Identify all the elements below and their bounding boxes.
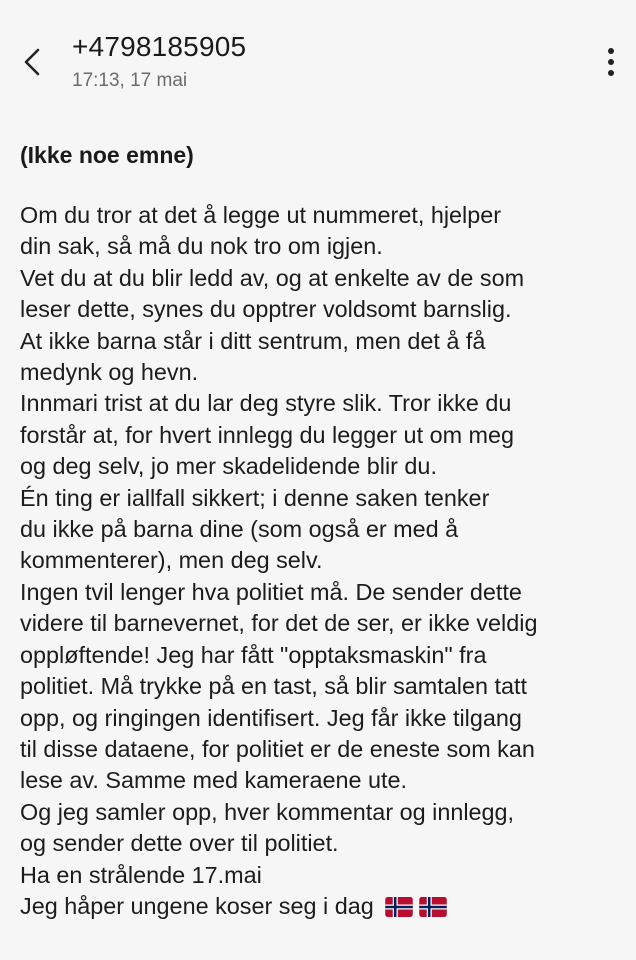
message-line-text: medynk og hevn. bbox=[20, 359, 199, 386]
message-line bbox=[20, 294, 624, 325]
message-line bbox=[20, 263, 624, 294]
message-line-text: forstår at, for hvert innlegg du legger ut om meg bbox=[20, 421, 515, 448]
message-line bbox=[20, 860, 624, 891]
message-line-text: videre til barnevernet, for det de ser, er ikke veldig bbox=[20, 610, 538, 637]
message-line bbox=[20, 200, 624, 231]
message-line-text: Én ting er iallfall sikkert; i denne saken tenker bbox=[20, 484, 490, 511]
more-vertical-icon bbox=[608, 48, 614, 54]
message-line bbox=[20, 577, 624, 608]
message-line-text: Ha en strålende 17.mai bbox=[20, 861, 262, 888]
message-line-text: du ikke på barna dine (som også er med å bbox=[20, 516, 459, 543]
more-dot bbox=[608, 70, 614, 76]
more-dot bbox=[608, 59, 614, 65]
message-line bbox=[20, 545, 624, 576]
message-line-text: til disse dataene, for politiet er de eneste som kan bbox=[20, 735, 535, 762]
message-line-text: Og jeg samler opp, hver kommentar og innlegg, bbox=[20, 798, 515, 825]
message-line-text: lese av. Samme med kameraene ute. bbox=[20, 767, 407, 794]
message-line bbox=[20, 891, 624, 922]
message-line bbox=[20, 734, 624, 765]
message-line-text: At ikke barna står i ditt sentrum, men det å få bbox=[20, 327, 486, 354]
flag-emoji-group bbox=[374, 893, 449, 919]
message-line bbox=[20, 357, 624, 388]
message-line bbox=[20, 483, 624, 514]
message-line-text: Om du tror at det å legge ut nummeret, hjelper bbox=[20, 202, 502, 228]
message-line bbox=[20, 420, 624, 451]
message-line bbox=[20, 703, 624, 734]
message-line-text: Innmari trist at du lar deg styre slik. Tror ikke du bbox=[20, 390, 512, 417]
message-line bbox=[20, 451, 624, 482]
message-line-text: og deg selv, jo mer skadelidende blir du. bbox=[20, 453, 437, 480]
message-line bbox=[20, 640, 624, 671]
message-line bbox=[20, 326, 624, 357]
chevron-left-icon bbox=[21, 47, 43, 77]
message-line-text: og sender dette over til politiet. bbox=[20, 830, 339, 857]
more-options-button[interactable] bbox=[596, 42, 626, 82]
message-line-text: Jeg håper ungene koser seg i dag bbox=[20, 892, 374, 919]
message-line-text: oppløftende! Jeg har fått "opptaksmaskin" fra bbox=[20, 641, 487, 668]
message-line-text: Ingen tvil lenger hva politiet må. De sender dette bbox=[20, 578, 522, 605]
message-line bbox=[20, 514, 624, 545]
message-line-text: opp, og ringingen identifisert. Jeg får ikke tilgang bbox=[20, 704, 522, 731]
message-line bbox=[20, 828, 624, 859]
sender-number: +4798185905 bbox=[72, 31, 247, 62]
norway-flag-icon bbox=[384, 897, 414, 917]
message-timestamp: 17:13, 17 mai bbox=[72, 70, 188, 91]
conversation-title bbox=[72, 30, 246, 94]
back-button[interactable] bbox=[14, 44, 50, 80]
message-line bbox=[20, 765, 624, 796]
app-bar bbox=[0, 0, 636, 110]
message-line-text: din sak, så må du nok tro om igjen. bbox=[20, 233, 383, 260]
message-line-text: Vet du at du blir ledd av, og at enkelte av de som bbox=[20, 264, 525, 291]
message-line-text: kommenterer), men deg selv. bbox=[20, 547, 323, 574]
message-line bbox=[20, 797, 624, 828]
message-line bbox=[20, 388, 624, 419]
message-line bbox=[20, 671, 624, 702]
message-line-text: leser dette, synes du opptrer voldsomt barnslig. bbox=[20, 296, 512, 323]
message-line bbox=[20, 231, 624, 262]
message-line-text: politiet. Må trykke på en tast, så blir samtalen tatt bbox=[20, 673, 528, 700]
message-body bbox=[20, 200, 624, 922]
message-line bbox=[20, 608, 624, 639]
message-subject: (Ikke noe emne) bbox=[20, 142, 194, 168]
norway-flag-icon bbox=[418, 897, 448, 917]
